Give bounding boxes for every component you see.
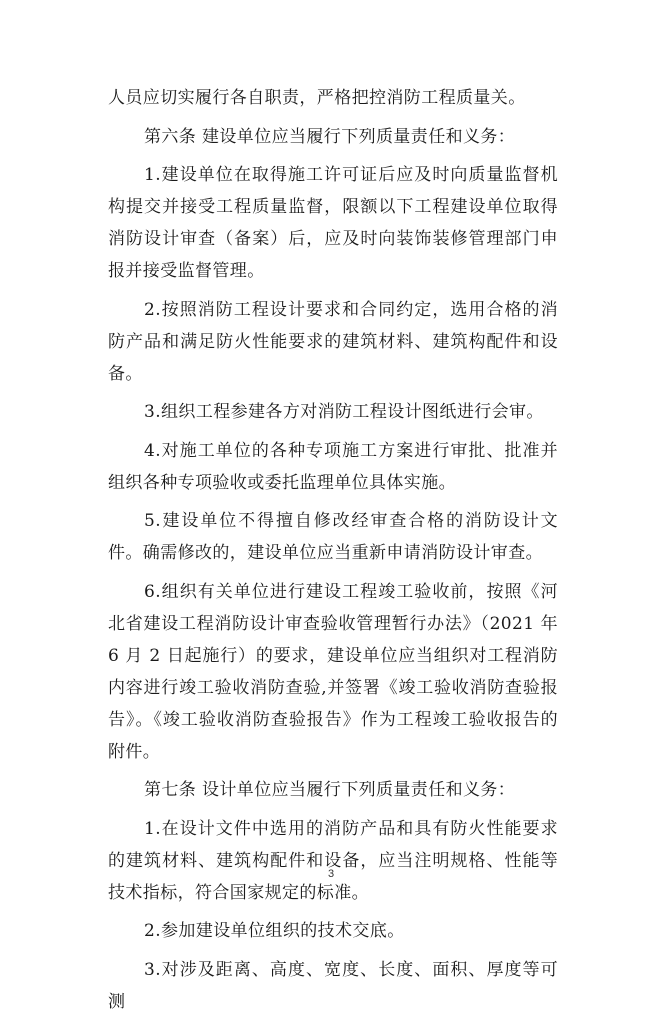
article-6-item-2: 2.按照消防工程设计要求和合同约定，选用合格的消防产品和满足防火性能要求的建筑材料、建筑构配件和设备。 (108, 299, 558, 384)
article-7-item-2: 2.参加建设单位组织的技术交底。 (144, 921, 405, 941)
article-7-item-3: 3.对涉及距离、高度、宽度、长度、面积、厚度等可测 (108, 959, 558, 1012)
document-body (108, 82, 558, 1024)
article-6-item-6: 6.组织有关单位进行建设工程竣工验收前，按照《河北省建设工程消防设计审查验收管理暂行办法》（2021 年 6 月 2 日起施行）的要求，建设单位应当组织对工程消防内容进行竣工验收消防查验,并签署《竣工验收消防查验报告》。《竣工验收消防查验报告》作为工程竣工验收报告的附件。 (108, 581, 558, 762)
article-6-heading: 第六条 建设单位应当履行下列质量责任和义务： (144, 126, 516, 147)
paragraph-continuation: 人员应切实履行各自职责，严格把控消防工程质量关。 (108, 88, 526, 108)
article-6-item-1: 1.建设单位在取得施工许可证后应及时向质量监督机构提交并接受工程质量监督，限额以下工程建设单位取得消防设计审查（备案）后，应及时向装饰装修管理部门申报并接受监督管理。 (108, 165, 558, 281)
article-6-item-3: 3.组织工程参建各方对消防工程设计图纸进行会审。 (144, 402, 544, 422)
article-7-item-1: 1.在设计文件中选用的消防产品和具有防火性能要求的建筑材料、建筑构配件和设备，应当注明规格、性能等技术指标，符合国家规定的标准。 (108, 818, 558, 903)
article-7-heading: 第七条 设计单位应当履行下列质量责任和义务： (144, 780, 516, 800)
article-6-item-4: 4.对施工单位的各种专项施工方案进行审批、批准并组织各种专项验收或委托监理单位具体实施。 (108, 440, 558, 493)
article-6-item-5: 5.建设单位不得擅自修改经审查合格的消防设计文件。确需修改的，建设单位应当重新申请消防设计审查。 (108, 511, 558, 563)
page-number: 3 (327, 868, 335, 880)
